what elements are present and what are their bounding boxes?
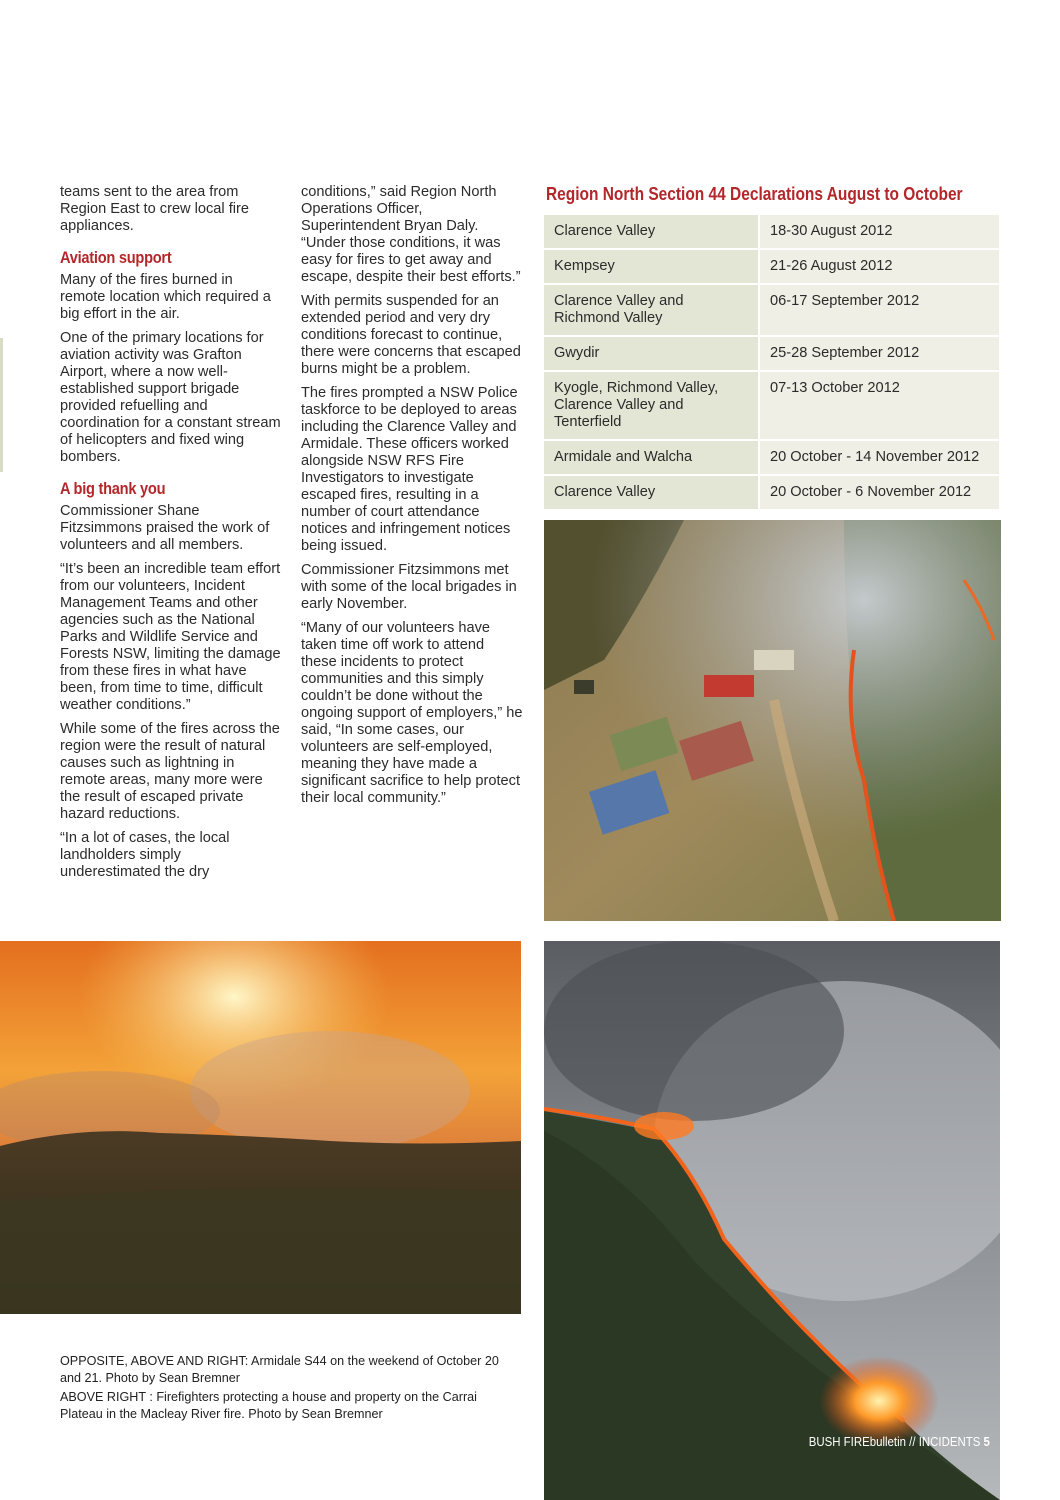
page-number: 5 (983, 1434, 990, 1449)
footer-separator: // (906, 1434, 919, 1449)
table-row (544, 336, 999, 371)
dates-cell: 21-26 August 2012 (759, 249, 999, 284)
page-footer (809, 1434, 990, 1449)
paragraph: teams sent to the area from Region East to crew local fire appliances. (60, 184, 249, 234)
paragraph: The fires prompted a NSW Police taskforce to be deployed to areas including the Clarence Valley and Armidale. These officers worked alongside NSW RFS Fire Investigators to investigate escaped fires, resulting in a number of court attendance notices and infringement notices being issued. (301, 385, 518, 554)
photo-fire-front (544, 941, 1000, 1500)
declarations-title: Region North Section 44 Declarations August to October (546, 184, 963, 204)
article-column-2 (301, 184, 523, 814)
paragraph: Commissioner Shane Fitzsimmons praised the work of volunteers and all members. (60, 503, 270, 553)
footer-brand-bold: BUSH FIRE (808, 1434, 870, 1449)
table-row (544, 249, 999, 284)
caption-line: ABOVE RIGHT : Firefighters protecting a house and property on the Carrai Plateau in the Macleay River fire. Photo by Sean Bremner (60, 1390, 477, 1421)
table-row (544, 475, 999, 510)
photo-ridge-flames (0, 941, 521, 1314)
area-cell: Clarence Valley (544, 215, 759, 249)
footer-section: INCIDENTS (918, 1434, 981, 1449)
table-row (544, 284, 999, 336)
photo-caption (60, 1353, 500, 1425)
dates-cell: 06-17 September 2012 (759, 284, 999, 336)
quote-paragraph: “In a lot of cases, the local landholders simply underestimated the dry (60, 830, 230, 880)
table-row (544, 371, 999, 440)
paragraph: conditions,” said Region North Operations Officer, Superintendent Bryan Daly. “Under those conditions, it was easy for fires to get away and escape, despite their best efforts.” (301, 184, 521, 285)
aviation-heading: Aviation support (60, 248, 172, 267)
photo-property-fire (544, 520, 1001, 921)
declarations-table (544, 215, 999, 511)
footer-brand-light: bulletin (869, 1434, 907, 1449)
thanks-heading: A big thank you (60, 479, 166, 498)
dates-cell: 07-13 October 2012 (759, 371, 999, 440)
quote-paragraph: “Many of our volunteers have taken time off work to attend these incidents to protect communities and this simply couldn’t be done without the ongoing support of employers,” he said, “In some cases, our volunteers are self-employed, meaning they have made a significant sacrifice to help protect their local community.” (301, 620, 523, 806)
paragraph: Commissioner Fitzsimmons met with some of the local brigades in early November. (301, 562, 517, 612)
margin-marker (0, 338, 3, 472)
area-cell: Clarence Valley and Richmond Valley (544, 284, 759, 336)
dates-cell: 20 October - 6 November 2012 (759, 475, 999, 510)
caption-line: OPPOSITE, ABOVE AND RIGHT: Armidale S44 on the weekend of October 20 and 21. Photo by Sean Bremner (60, 1354, 499, 1385)
area-cell: Kyogle, Richmond Valley, Clarence Valley and Tenterfield (544, 371, 759, 440)
area-cell: Clarence Valley (544, 475, 759, 510)
paragraph: One of the primary locations for aviation activity was Grafton Airport, where a now well-established support brigade provided refuelling and coordination for a constant stream of helicopters and fixed wing bombers. (60, 330, 281, 465)
area-cell: Armidale and Walcha (544, 440, 759, 475)
paragraph: While some of the fires across the region were the result of natural causes such as lightning in remote areas, many more were the result of escaped private hazard reductions. (60, 721, 280, 822)
quote-paragraph: “It’s been an incredible team effort from our volunteers, Incident Management Teams and other agencies such as the National Parks and Wildlife Service and Forests NSW, limiting the damage from these fires in what have been, from time to time, difficult weather conditions.” (60, 561, 281, 713)
area-cell: Kempsey (544, 249, 759, 284)
article-column-1 (60, 184, 282, 888)
paragraph: Many of the fires burned in remote location which required a big effort in the air. (60, 272, 271, 322)
table-row (544, 215, 999, 249)
area-cell: Gwydir (544, 336, 759, 371)
table-row (544, 440, 999, 475)
dates-cell: 25-28 September 2012 (759, 336, 999, 371)
dates-cell: 20 October - 14 November 2012 (759, 440, 999, 475)
paragraph: With permits suspended for an extended period and very dry conditions forecast to continue, there were concerns that escaped burns might be a problem. (301, 293, 521, 377)
dates-cell: 18-30 August 2012 (759, 215, 999, 249)
